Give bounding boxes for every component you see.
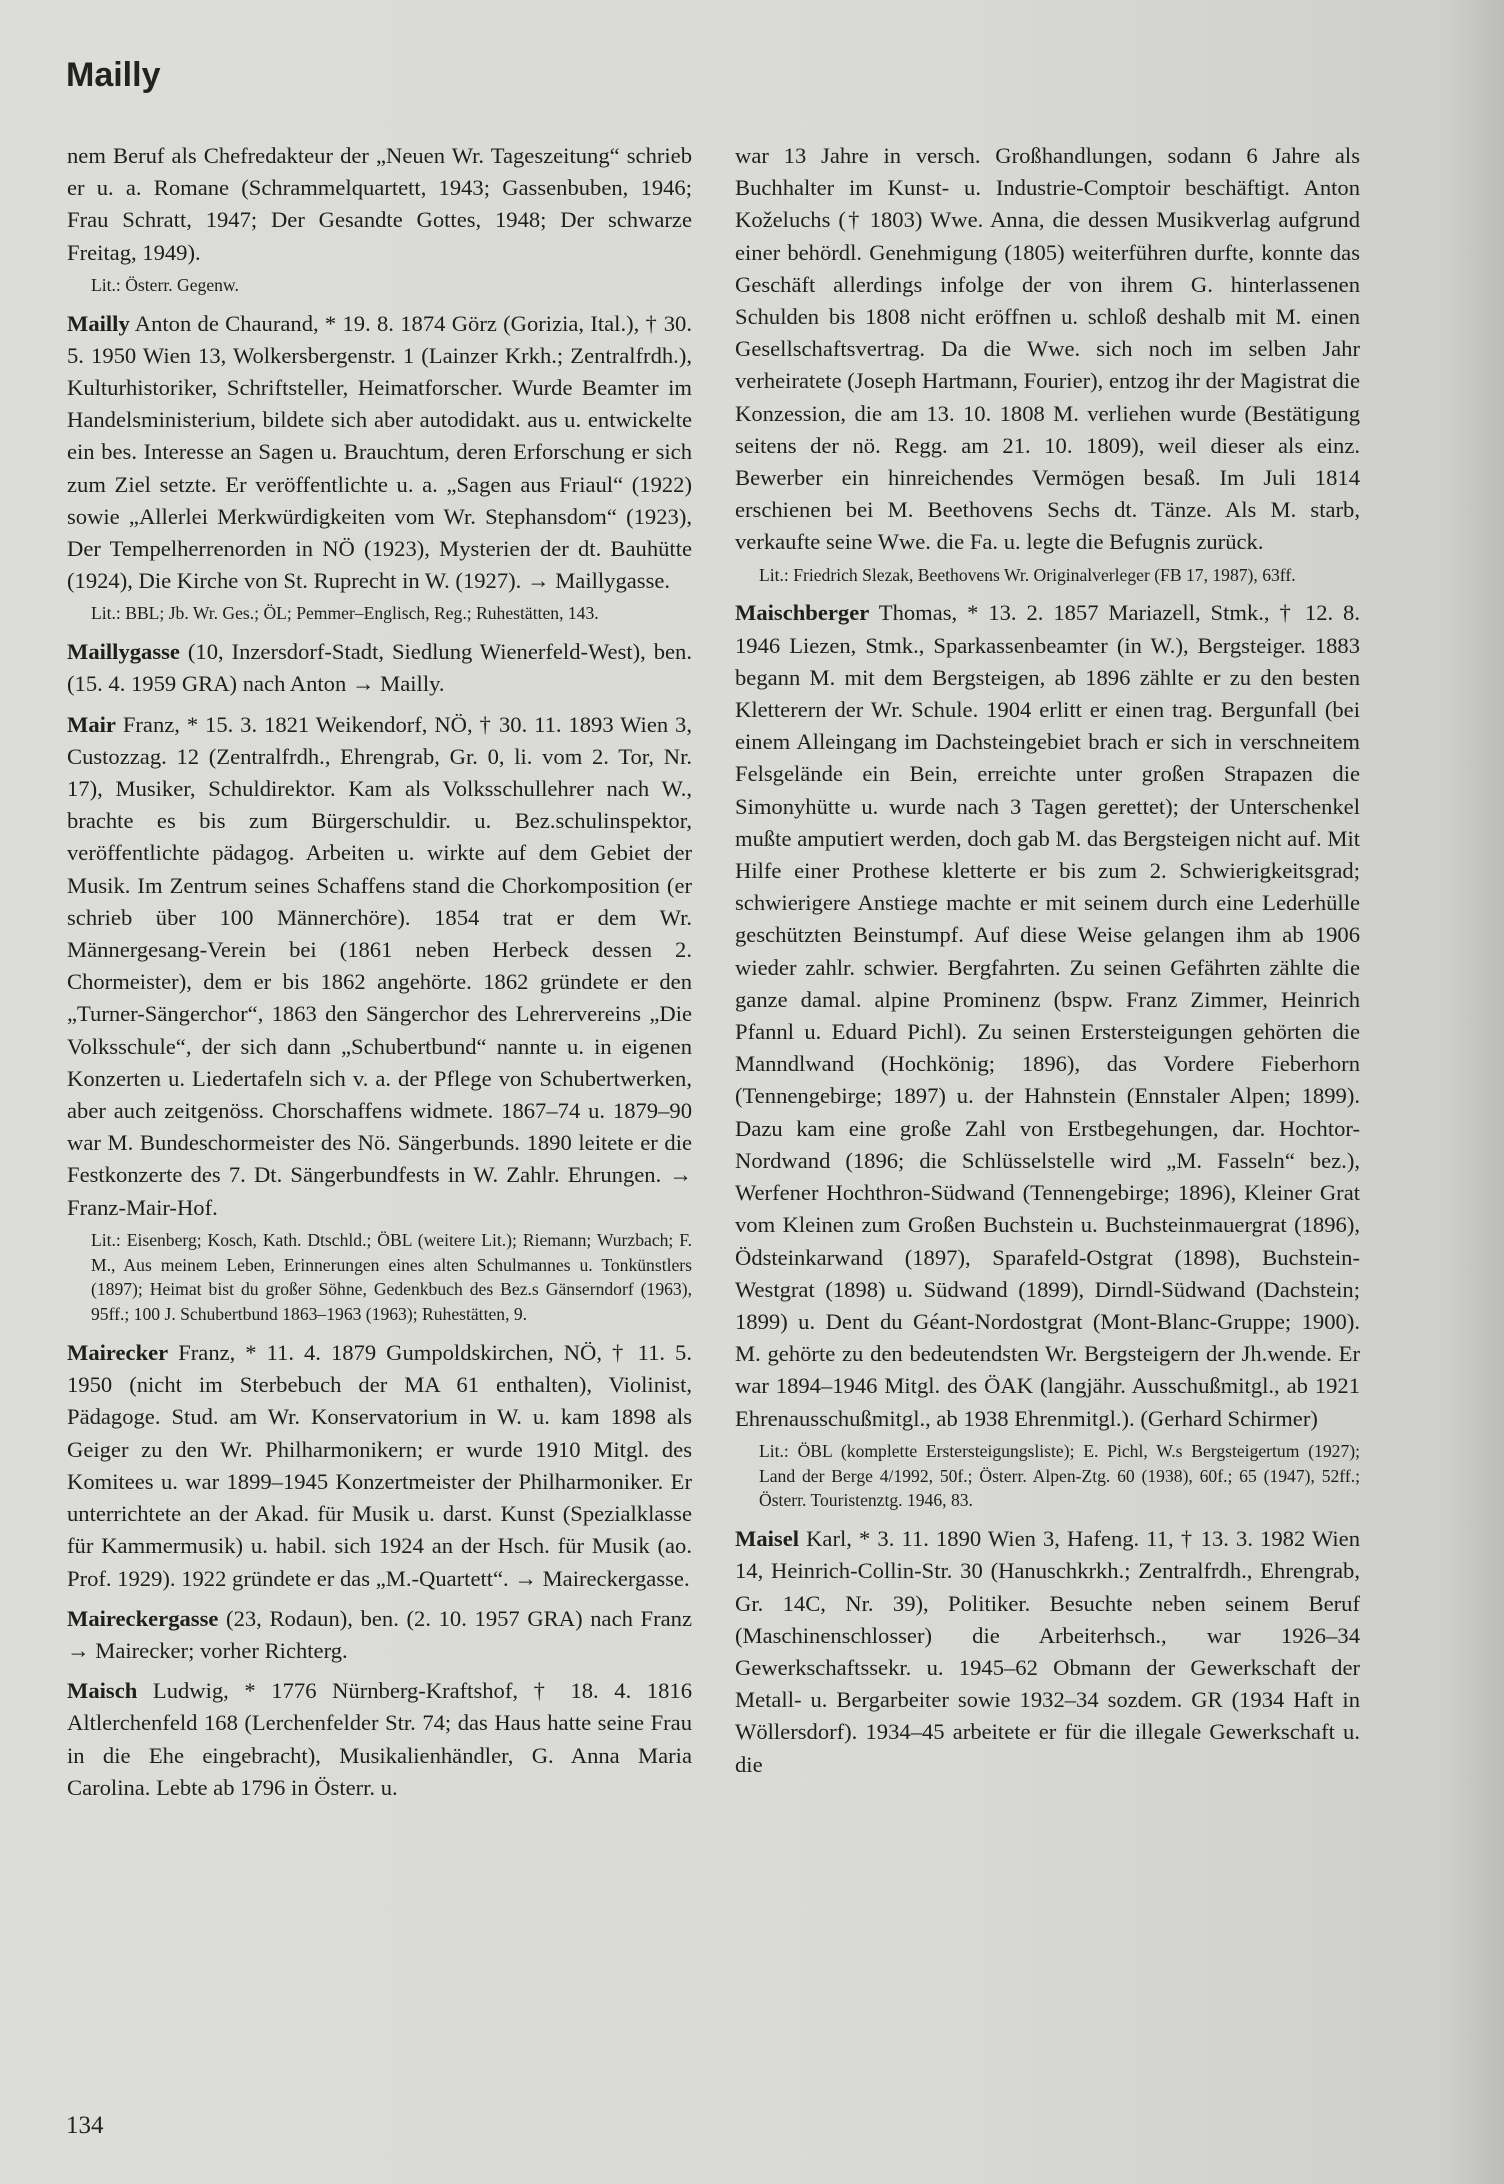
entry-text: Thomas, * 13. 2. 1857 Mariazell, Stmk., † 12. 8. 1946 Liezen, Stmk., Sparkassenbeamter (in W.), Bergsteiger. 1883 begann M. mit dem Bergsteigen, ab 1896 zählte er zu den besten Kletterern der Wr. Schule. 1904 erlitt er einen trag. Bergunfall (bei einem Alleingang im Dachsteingebiet brach er sich in verschneitem Felsgelände ein Bein, erreichte unter großen Strapazen die Simonyhütte u. wurde nach 3 Tagen gerettet); der Unterschenkel mußte amputiert werden, doch gab M. das Bergsteigen nicht auf. Mit Hilfe einer Prothese kletterte er bis zum 2. Schwierigkeitsgrad; schwierigere Anstiege machte er mit seinem durch eine Lederhülle geschützten Beinstumpf. Auf diese Weise gelangen ihm ab 1906 wieder zahlr. schwier. Bergfahrten. Zu seinen Gefährten zählte die ganze damal. alpine Prominenz (bspw. Franz Zimmer, Heinrich Pfannl u. Eduard Pichl). Zu seinen Erstersteigungen gehörten die Manndlwand (Hochkönig; 1896), das Vordere Fieberhorn (Tennengebirge; 1897) u. der Hahnstein (Ennstaler Alpen; 1899). Dazu kam eine große Zahl von Erstbegehungen, dar. Hochtor-Nordwand (1896; die Schlüsselstelle wird „M. Fasseln“ bez.), Werfener Hochthron-Südwand (Tennengebirge; 1896), Kleiner Grat vom Kleinen zum Großen Buchstein u. Buchsteinmauergrat (1896), Ödsteinkarwand (1897), Sparafeld-Ostgrat (1898), Buchstein-Westgrat (1898) u. Südwand (1899), Dirndl-Südwand (Dachstein; 1899) u. Dent du Géant-Nordostgrat (Mont-Blanc-Gruppe; 1900). M. gehörte zu den bedeutendsten Wr. Bergsteigern der Jh.wende. Er war 1894–1946 Mitgl. des ÖAK (langjähr. Ausschußmitgl., ab 1921 Ehrenausschußmitgl., ab 1938 Ehrenmitgl.). (Gerhard Schirmer) (735, 600, 1360, 1431)
entry-mailly (67, 308, 692, 598)
literature-note: Lit.: Österr. Gegenw. (91, 274, 239, 295)
entry-maisch (67, 1675, 692, 1804)
headword: Mair (67, 711, 116, 737)
entry-continuation (735, 140, 1360, 559)
entry-text: Franz, * 15. 3. 1821 Weikendorf, NÖ, † 30. 11. 1893 Wien 3, Custozzag. 12 (Zentralfrdh., Ehrengrab, Gr. 0, li. vom 2. Tor, Nr. 17), Musiker, Schuldirektor. Kam als Volksschullehrer nach W., brachte es bis zum Bürgerschuldir. u. Bez.schulinspektor, veröffentlichte pädagog. Arbeiten u. wirkte auf dem Gebiet der Musik. Im Zentrum seines Schaffens stand die Chorkomposition (er schrieb über 100 Männerchöre). 1854 trat er dem Wr. Männergesang-Verein bei (1861 neben Herbeck dessen 2. Chormeister), dem er bis 1862 angehörte. 1862 gründete er den „Turner-Sängerchor“, 1863 den Sängerchor des Lehrervereins „Die Volksschule“, der sich dann „Schubertbund“ nannte u. in eigenen Konzerten u. Liedertafeln sich v. a. der Pflege von Schubertwerken, aber auch zeitgenöss. Chorschaffens widmete. 1867–74 u. 1879–90 war M. Bundeschormeister des Nö. Sängerbunds. 1890 leitete er die Festkonzerte des 7. Dt. Sängerbundfests in W. Zahlr. Ehrungen. → Franz-Mair-Hof. (67, 711, 692, 1220)
literature-note: Lit.: ÖBL (komplette Erstersteigungsliste); E. Pichl, W.s Bergsteigertum (1927); Land der Berge 4/1992, 50f.; Österr. Alpen-Ztg. 60 (1938), 60f.; 65 (1947), 52ff.; Österr. Touristenztg. 1946, 83. (759, 1440, 1360, 1511)
entry-maillygasse (67, 636, 692, 700)
headword: Mailly (67, 310, 130, 336)
running-head: Mailly (66, 56, 161, 94)
page-number: 134 (66, 2112, 104, 2139)
headword: Maischberger (735, 600, 870, 626)
entry-maisel (735, 1523, 1360, 1781)
headword: Maillygasse (67, 639, 180, 665)
left-column (67, 140, 692, 1808)
headword: Mairecker (67, 1340, 169, 1366)
entry-text: (10, Inzersdorf-Stadt, Siedlung Wienerfeld-West), ben. (15. 4. 1959 GRA) nach Anton → Mailly. (67, 639, 692, 697)
literature-note: Lit.: BBL; Jb. Wr. Ges.; ÖL; Pemmer–Englisch, Reg.; Ruhestätten, 143. (91, 603, 599, 624)
entry-maireckergasse (67, 1603, 692, 1667)
entry-text: Anton de Chaurand, * 19. 8. 1874 Görz (Gorizia, Ital.), † 30. 5. 1950 Wien 13, Wolkersbergenstr. 1 (Lainzer Krkh.; Zentralfrdh.), Kulturhistoriker, Schriftsteller, Heimatforscher. Wurde Beamter im Handelsministerium, bildete sich aber autodidakt. aus u. entwickelte ein bes. Interesse an Sagen u. Brauchtum, deren Erforschung er sich zum Ziel setzte. Er veröffentlichte u. a. „Sagen aus Friaul“ (1922) sowie „Allerlei Merkwürdigkeiten vom Wr. Stephansdom“ (1923), Der Tempelherrenorden in NÖ (1923), Mysterien der dt. Bauhütte (1924), Die Kirche von St. Ruprecht in W. (1927). → Maillygasse. (67, 310, 692, 594)
entry-text: Franz, * 11. 4. 1879 Gumpoldskirchen, NÖ, † 11. 5. 1950 (nicht im Sterbebuch der MA 61 enthalten), Violinist, Pädagoge. Stud. am Wr. Konservatorium in W. u. kam 1898 als Geiger zu den Wr. Philharmonikern; er wurde 1910 Mitgl. des Komitees u. war 1899–1945 Konzertmeister der Philharmoniker. Er unterrichtete an der Akad. für Musik u. darst. Kunst (Spezialklasse für Kammermusik) u. habil. sich 1924 an der Hsch. für Musik (ao. Prof. 1929). 1922 gründete er das „M.-Quartett“. → Maireckergasse. (67, 1340, 692, 1591)
literature-note: Lit.: Eisenberg; Kosch, Kath. Dtschld.; ÖBL (weitere Lit.); Riemann; Wurzbach; F. M., Aus meinem Leben, Erinnerungen eines alten Schulmannes u. Tonkünstlers (1897); Heimat bist du großer Söhne, Gedenkbuch des Bez.s Gänserndorf (1963), 95ff.; 100 J. Schubertbund 1863–1963 (1963); Ruhestätten, 9. (91, 1229, 692, 1325)
entry-text: war 13 Jahre in versch. Großhandlungen, sodann 6 Jahre als Buchhalter im Kunst- u. Industrie-Comptoir beschäftigt. Anton Koželuchs († 1803) Wwe. Anna, die dessen Musikverlag aufgrund einer behördl. Genehmigung (1805) weiterführen durfte, konnte das Geschäft allerdings infolge der von ihrem G. hinterlassenen Schulden bis 1808 nicht eröffnen u. schloß deshalb mit M. einen Gesellschaftsvertrag. Da die Wwe. sich noch im selben Jahr verheiratete (Joseph Hartmann, Fourier), entzog ihr der Magistrat die Konzession, die am 13. 10. 1808 M. verliehen wurde (Bestätigung seitens der nö. Regg. am 21. 10. 1809), weil dieser als einz. Bewerber ein hinreichendes Vermögen besaß. Im Juli 1814 erschienen bei M. Beethovens Sechs dt. Tänze. Als M. starb, verkaufte seine Wwe. die Fa. u. legte die Befugnis zurück. (735, 143, 1360, 555)
entry-text: Karl, * 3. 11. 1890 Wien 3, Hafeng. 11, † 13. 3. 1982 Wien 14, Heinrich-Collin-Str. 30 (Hanuschkrkh.; Zentralfrdh., Ehrengrab, Gr. 14C, Nr. 39), Politiker. Besuchte neben seinem Beruf (Maschinenschlosser) die Arbeiterhsch., war 1926–34 Gewerkschaftssekr. u. 1945–62 Obmann der Gewerkschaft der Metall- u. Bergarbeiter sowie 1932–34 sozdem. GR (1934 Haft in Wöllersdorf). 1934–45 arbeitete er für die illegale Gewerkschaft u. die (735, 1526, 1360, 1777)
headword: Maisch (67, 1678, 138, 1704)
entry-mairecker (67, 1337, 692, 1595)
entry-maischberger (735, 597, 1360, 1434)
literature-note: Lit.: Friedrich Slezak, Beethovens Wr. Originalverleger (FB 17, 1987), 63ff. (759, 564, 1296, 585)
headword: Maireckergasse (67, 1605, 219, 1631)
entry-text: (23, Rodaun), ben. (2. 10. 1957 GRA) nach Franz → Mairecker; vorher Richterg. (67, 1605, 692, 1663)
entry-text: Ludwig, * 1776 Nürnberg-Kraftshof, † 18. 4. 1816 Altlerchenfeld 168 (Lerchenfelder Str. 74; das Haus hatte seine Frau in die Ehe eingebracht), Musikalienhändler, G. Anna Maria Carolina. Lebte ab 1796 in Österr. u. (67, 1678, 692, 1800)
headword: Maisel (735, 1526, 799, 1552)
entry-text: nem Beruf als Chefredakteur der „Neuen Wr. Tageszeitung“ schrieb er u. a. Romane (Schrammelquartett, 1943; Gassenbuben, 1946; Frau Schratt, 1947; Der Gesandte Gottes, 1948; Der schwarze Freitag, 1949). (67, 143, 692, 265)
entry-continuation (67, 140, 692, 269)
entry-mair (67, 709, 692, 1224)
right-column (735, 140, 1360, 1785)
